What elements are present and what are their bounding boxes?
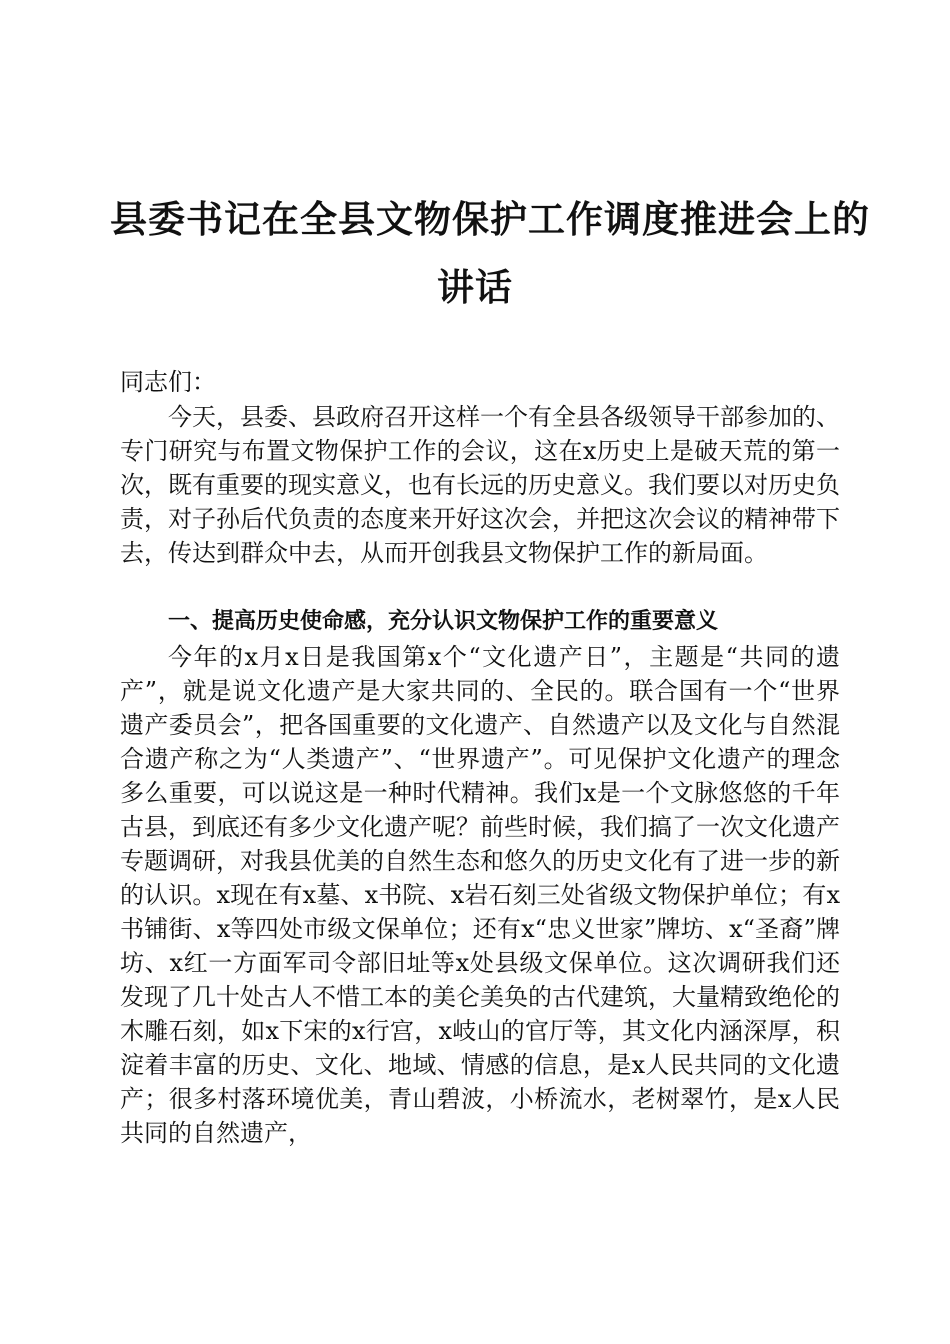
document-title-line2: 讲话 (437, 265, 513, 309)
section-heading-1: 一、提高历史使命感，充分认识文物保护工作的重要意义 (168, 609, 719, 634)
document-title-line1: 县委书记在全县文物保护工作调度推进会上的 (110, 197, 870, 241)
paragraph-section1: 今年的x月x日是我国第x个“文化遗产日”，主题是“共同的遗产”，就是说文化遗产是大家共同的、全民的。联合国有一个“世界遗产委员会”，把各国重要的文化遗产、自然遗产以及文化与自然混合遗产称之为“人类遗产”、“世界遗产”。可见保护文化遗产的理念多么重要，可以说这是一种时代精神。我们x是一个文脉悠悠的千年古县，到底还有多少文化遗产呢？前些时候，我们搞了一次文化遗产专题调研，对我县优美的自然生态和悠久的历史文化有了进一步的新的认识。x现在有x墓、x书院、x岩石刻三处省级文物保护单位；有x书铺街、x等四处市级文保单位；还有x“忠义世家”牌坊、x“圣裔”牌坊、x红一方面军司令部旧址等x处县级文保单位。这次调研我们还发现了几十处古人不惜工本的美仑美奂的古代建筑，大量精致绝伦的木雕石刻，如x下宋的x行宫，x岐山的官厅等，其文化内涵深厚，积淀着丰富的历史、文化、地域、情感的信息，是x人民共同的文化遗产；很多村落环境优美，青山碧波，小桥流水，老树翠竹，是x人民共同的自然遗产， (120, 643, 840, 1147)
paragraph-opening: 今天，县委、县政府召开这样一个有全县各级领导干部参加的、专门研究与布置文物保护工作的会议，这在x历史上是破天荒的第一次，既有重要的现实意义，也有长远的历史意义。我们要以对历史负责，对子孙后代负责的态度来开好这次会，并把这次会议的精神带下去，传达到群众中去，从而开创我县文物保护工作的新局面。 (120, 403, 840, 567)
salutation: 同志们： (120, 368, 216, 396)
